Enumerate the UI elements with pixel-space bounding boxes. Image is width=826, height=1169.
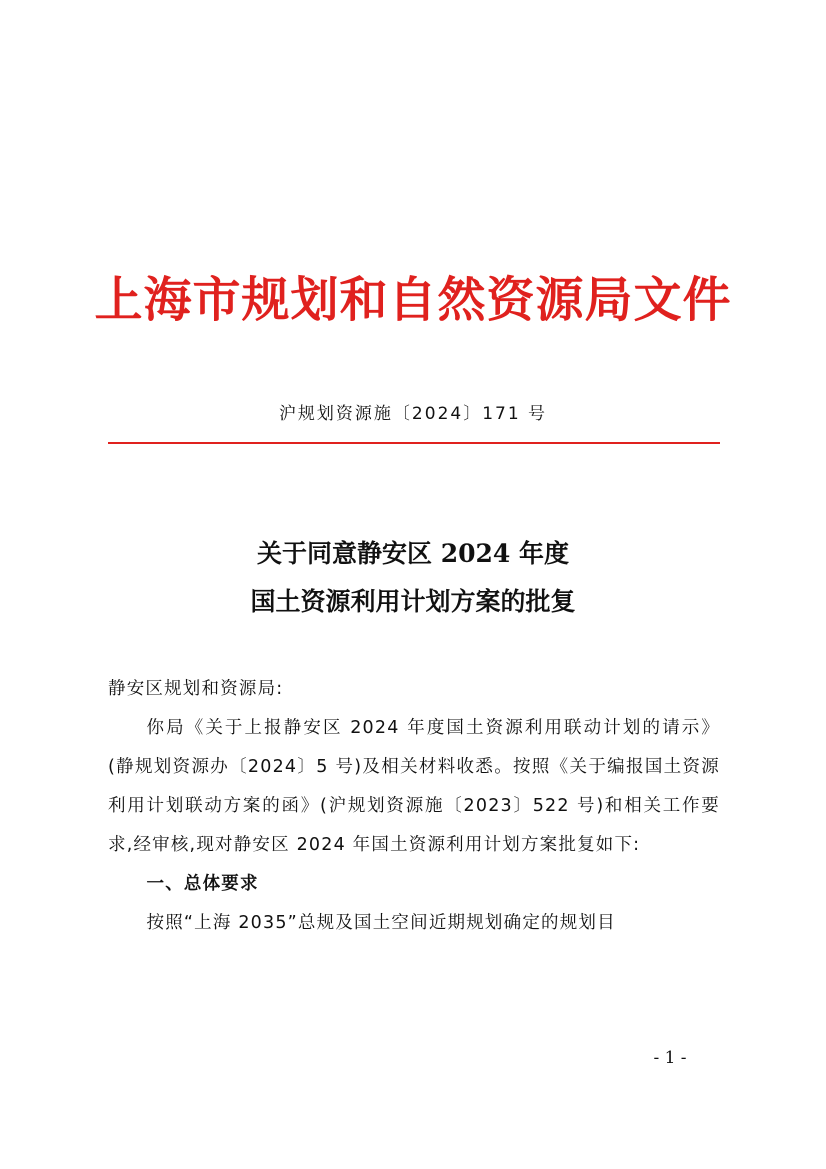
section-heading-1: 一、总体要求 [146,874,259,894]
document-number: 沪规划资源施〔2024〕171 号 [278,404,548,424]
issuing-org-title: 上海市规划和自然资源局文件 [94,272,732,328]
document-title-line-1: 关于同意静安区 2024 年度 [257,539,569,568]
salutation: 静安区规划和资源局: [108,679,284,699]
document-body [108,670,720,943]
document-title [0,530,826,626]
body-paragraph-1: 你局《关于上报静安区 2024 年度国土资源利用联动计划的请示》(静规划资源办〔2024〕5 号)及相关材料收悉。按照《关于编报国土资源利用计划联动方案的函》(沪规划资源施〔2023〕522 号)和相关工作要求,经审核,现对静安区 2024 年国土资源利用计划方案批复如下: [108,718,720,855]
document-title-line-2: 国土资源利用计划方案的批复 [250,587,576,616]
body-paragraph-2: 按照“上海 2035”总规及国土空间近期规划确定的规划目 [146,913,616,933]
red-separator-line [108,442,720,444]
page-number: - 1 - [653,1048,687,1068]
